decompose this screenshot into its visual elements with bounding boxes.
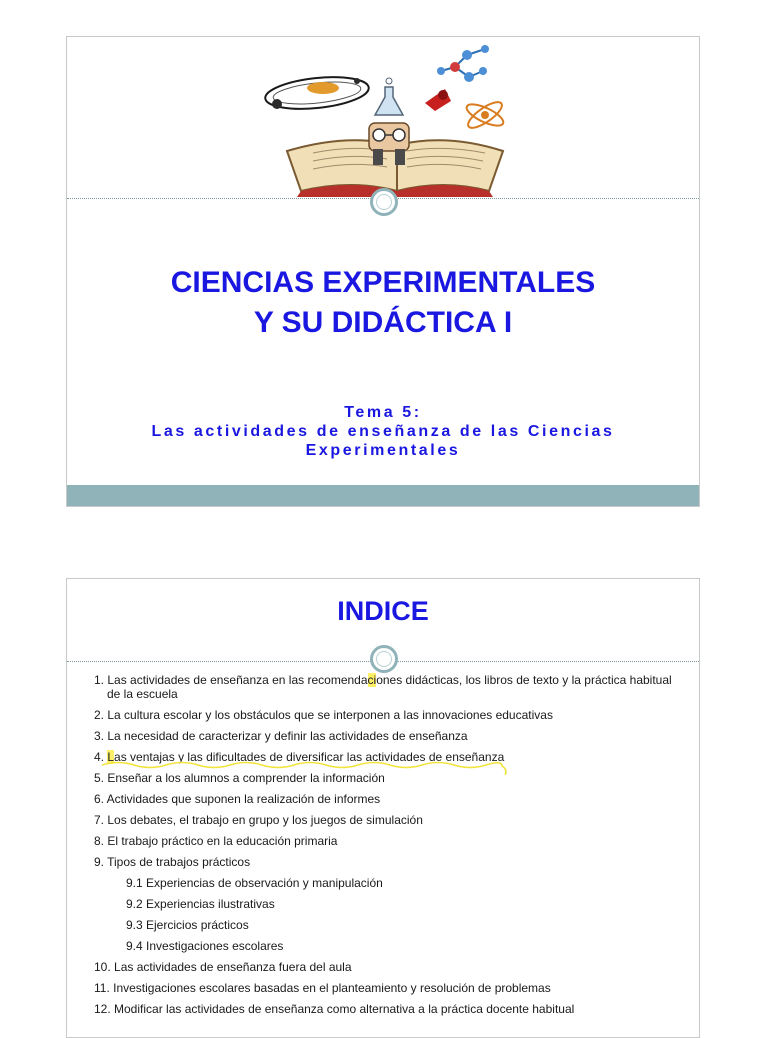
toc-item-10: 10. Las actividades de enseñanza fuera del aula	[94, 960, 352, 974]
footer-bar	[67, 485, 699, 506]
divider-ring-icon	[370, 645, 398, 673]
toc-subitem-9-3: 9.3 Ejercicios prácticos	[126, 918, 249, 932]
index-title: INDICE	[337, 596, 429, 626]
main-title: CIENCIAS EXPERIMENTALES Y SU DIDÁCTICA I	[170, 266, 596, 339]
underlined-text: 4. Las ventajas y las dificultades de diversificar las actividades de enseñanza	[94, 750, 504, 764]
science-book-illustration	[257, 41, 517, 197]
highlight-mark: ci	[367, 673, 377, 687]
highlight-mark: L	[107, 750, 115, 764]
index-slide	[66, 578, 700, 1038]
toc-item-5: 5. Enseñar a los alumnos a comprender la información	[94, 771, 385, 785]
table-of-contents	[94, 673, 681, 1023]
toc-item-11: 11. Investigaciones escolares basadas en el planteamiento y resolución de problemas	[94, 981, 551, 995]
toc-subitem-9-1: 9.1 Experiencias de observación y manipulación	[126, 876, 383, 890]
toc-item-9: 9. Tipos de trabajos prácticos	[94, 855, 251, 869]
toc-item-6: 6. Actividades que suponen la realización de informes	[94, 792, 381, 806]
toc-item-8: 8. El trabajo práctico en la educación primaria	[94, 834, 338, 848]
topic-subtitle: Tema 5: Las actividades de enseñanza de las Ciencias Experimentales	[151, 404, 615, 459]
toc-item-7: 7. Los debates, el trabajo en grupo y los juegos de simulación	[94, 813, 423, 827]
toc-subitem-9-4: 9.4 Investigaciones escolares	[126, 939, 284, 953]
toc-item-12: 12. Modificar las actividades de enseñanza como alternativa a la práctica docente habitual	[94, 1002, 575, 1016]
title-slide	[66, 36, 700, 507]
toc-item-2: 2. La cultura escolar y los obstáculos que se interponen a las innovaciones educativas	[94, 708, 553, 722]
toc-subitem-9-2: 9.2 Experiencias ilustrativas	[126, 897, 275, 911]
divider-ring-icon	[370, 188, 398, 216]
toc-item-3: 3. La necesidad de caracterizar y definir las actividades de enseñanza	[94, 729, 468, 743]
toc-item-1: 1. Las actividades de enseñanza en las recomendaciones didácticas, los libros de texto y la práctica habitual de la escuela	[94, 673, 672, 701]
toc-item-4	[94, 750, 681, 764]
